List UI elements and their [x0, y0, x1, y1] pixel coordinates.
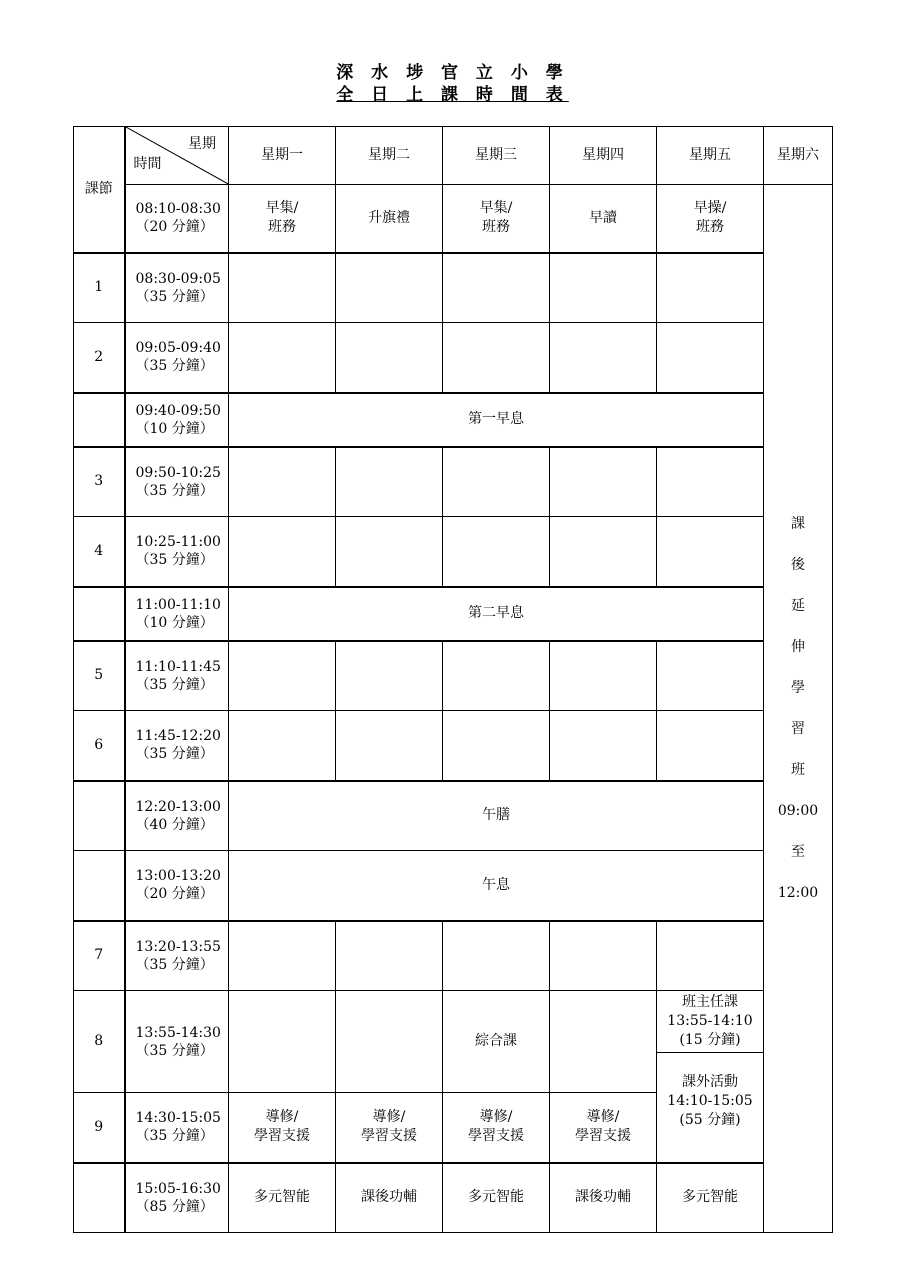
- empty-cell: [657, 447, 764, 517]
- empty-cell: [336, 711, 443, 781]
- empty-cell: [229, 323, 336, 393]
- empty-cell: [550, 517, 657, 587]
- activity-cell: 早集/ 班務: [443, 185, 550, 253]
- time-cell: 10:25-11:00 （35 分鐘）: [125, 517, 229, 587]
- empty-cell: [550, 711, 657, 781]
- empty-cell: [336, 921, 443, 991]
- lesson-number: 4: [74, 517, 125, 587]
- empty-cell: [657, 323, 764, 393]
- lesson-number: 8: [74, 991, 125, 1093]
- time-cell: 08:30-09:05 （35 分鐘）: [125, 253, 229, 323]
- time-cell: 13:55-14:30 （35 分鐘）: [125, 991, 229, 1093]
- empty-cell: [550, 641, 657, 711]
- time-cell: 08:10-08:30 （20 分鐘）: [125, 185, 229, 253]
- time-cell: 12:20-13:00 （40 分鐘）: [125, 781, 229, 851]
- empty-cell: [443, 323, 550, 393]
- after-school-cell: 多元智能: [229, 1163, 336, 1233]
- empty-cell: [229, 991, 336, 1093]
- time-cell: 14:30-15:05 （35 分鐘）: [125, 1093, 229, 1163]
- empty-cell: [336, 447, 443, 517]
- diag-day-label: 星期: [188, 136, 216, 152]
- empty-cell: [550, 253, 657, 323]
- saturday-cell: 課 後 延 伸 學 習 班 09:00 至 12:00: [764, 185, 833, 1233]
- time-cell: 11:45-12:20 （35 分鐘）: [125, 711, 229, 781]
- time-cell: 09:05-09:40 （35 分鐘）: [125, 323, 229, 393]
- school-name: 深 水 埗 官 立 小 學: [336, 63, 569, 83]
- day-header-fri: 星期五: [657, 127, 764, 185]
- lesson-number: 2: [74, 323, 125, 393]
- empty-cell: [550, 921, 657, 991]
- empty-cell: [336, 641, 443, 711]
- lesson-number: 9: [74, 1093, 125, 1163]
- empty-cell: [443, 253, 550, 323]
- timetable-title: 全 日 上 課 時 間 表: [336, 85, 569, 105]
- activity-cell: 早操/ 班務: [657, 185, 764, 253]
- lesson-number: 6: [74, 711, 125, 781]
- after-school-cell: 課後功輔: [550, 1163, 657, 1233]
- lesson-number: [74, 587, 125, 641]
- day-header-tue: 星期二: [336, 127, 443, 185]
- empty-cell: [229, 253, 336, 323]
- lesson-number: 7: [74, 921, 125, 991]
- empty-cell: [657, 517, 764, 587]
- empty-cell: [336, 517, 443, 587]
- rest-cell: 午息: [229, 851, 764, 921]
- time-cell: 13:00-13:20 （20 分鐘）: [125, 851, 229, 921]
- empty-cell: [657, 711, 764, 781]
- diagonal-header: [125, 127, 229, 185]
- empty-cell: [336, 253, 443, 323]
- tutorial-cell: 導修/ 學習支援: [550, 1093, 657, 1163]
- activity-cell: 升旗禮: [336, 185, 443, 253]
- day-header-sat: 星期六: [764, 127, 833, 185]
- lunch-cell: 午膳: [229, 781, 764, 851]
- tutorial-cell: 導修/ 學習支援: [443, 1093, 550, 1163]
- time-cell: 09:40-09:50 （10 分鐘）: [125, 393, 229, 447]
- empty-cell: [657, 921, 764, 991]
- empty-cell: [229, 517, 336, 587]
- after-school-cell: 多元智能: [657, 1163, 764, 1233]
- time-cell: 11:10-11:45 （35 分鐘）: [125, 641, 229, 711]
- empty-cell: [443, 517, 550, 587]
- ecA-cell: 課外活動 14:10-15:05 (55 分鐘): [657, 1053, 764, 1163]
- day-header-mon: 星期一: [229, 127, 336, 185]
- lesson-number: [74, 781, 125, 851]
- empty-cell: [229, 711, 336, 781]
- break-cell: 第一早息: [229, 393, 764, 447]
- timetable: [73, 126, 833, 1233]
- day-header-wed: 星期三: [443, 127, 550, 185]
- lesson-number: [74, 1163, 125, 1233]
- empty-cell: [443, 447, 550, 517]
- lesson-number: 3: [74, 447, 125, 517]
- tutorial-cell: 導修/ 學習支援: [336, 1093, 443, 1163]
- empty-cell: [229, 921, 336, 991]
- empty-cell: [336, 991, 443, 1093]
- class-teacher-period-cell: 班主任課 13:55-14:10 (15 分鐘): [657, 991, 764, 1053]
- empty-cell: [229, 447, 336, 517]
- integrated-lesson-cell: 綜合課: [443, 991, 550, 1093]
- empty-cell: [443, 641, 550, 711]
- empty-cell: [443, 711, 550, 781]
- lesson-number: 5: [74, 641, 125, 711]
- empty-cell: [550, 991, 657, 1093]
- activity-cell: 早集/ 班務: [229, 185, 336, 253]
- diag-time-label: 時間: [133, 156, 162, 172]
- time-cell: 09:50-10:25 （35 分鐘）: [125, 447, 229, 517]
- time-cell: 13:20-13:55 （35 分鐘）: [125, 921, 229, 991]
- time-cell: 15:05-16:30 （85 分鐘）: [125, 1163, 229, 1233]
- lesson-number: [74, 851, 125, 921]
- empty-cell: [336, 323, 443, 393]
- empty-cell: [657, 641, 764, 711]
- break-cell: 第二早息: [229, 587, 764, 641]
- activity-cell: 早讀: [550, 185, 657, 253]
- day-header-thu: 星期四: [550, 127, 657, 185]
- empty-cell: [550, 323, 657, 393]
- empty-cell: [550, 447, 657, 517]
- lesson-header: 課節: [74, 127, 125, 253]
- empty-cell: [657, 253, 764, 323]
- tutorial-cell: 導修/ 學習支援: [229, 1093, 336, 1163]
- empty-cell: [229, 641, 336, 711]
- after-school-cell: 多元智能: [443, 1163, 550, 1233]
- lesson-number: 1: [74, 253, 125, 323]
- after-school-cell: 課後功輔: [336, 1163, 443, 1233]
- lesson-number: [74, 393, 125, 447]
- empty-cell: [443, 921, 550, 991]
- time-cell: 11:00-11:10 （10 分鐘）: [125, 587, 229, 641]
